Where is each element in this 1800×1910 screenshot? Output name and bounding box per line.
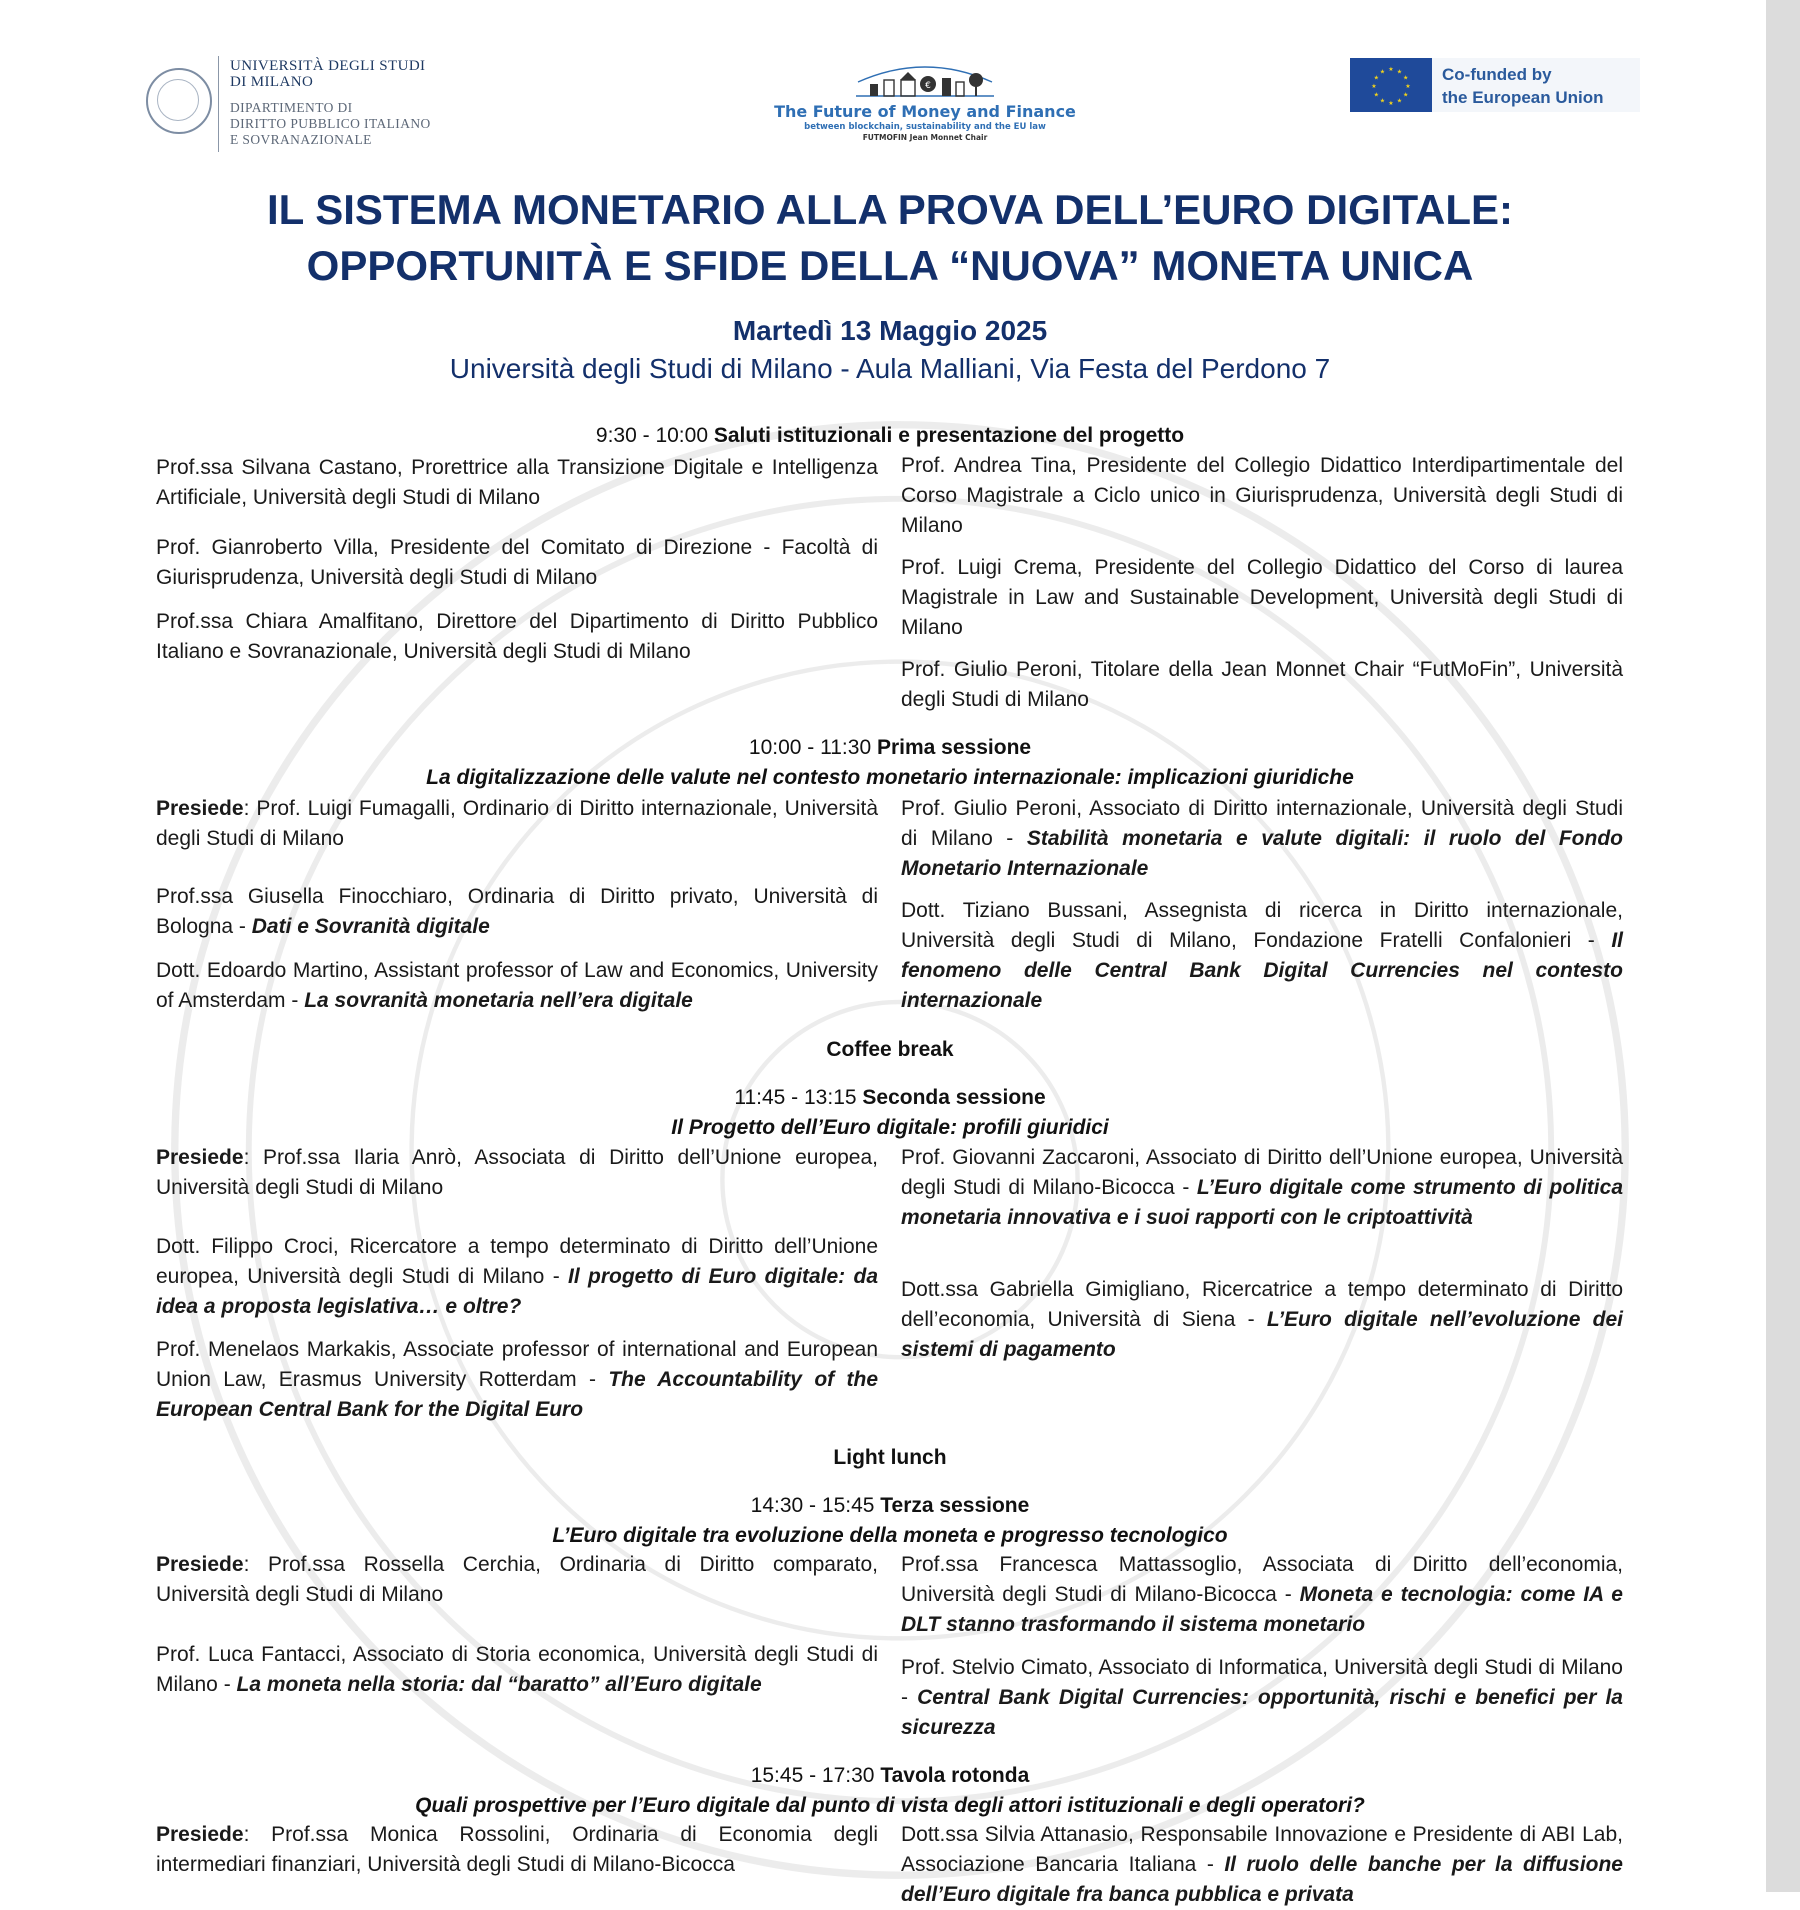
eu-flag-icon — [1350, 58, 1432, 112]
s2-speaker-martino — [156, 956, 878, 1016]
futmofin-chair: FUTMOFIN Jean Monnet Chair — [862, 133, 988, 142]
s3-speaker-gimigliano — [901, 1275, 1623, 1365]
university-name-line1: UNIVERSITÀ DEGLI STUDI — [230, 58, 426, 74]
session1-time: 9:30 - 10:00 — [595, 424, 708, 447]
session3-subtitle: Il Progetto dell’Euro digitale: profili giuridici — [671, 1116, 1109, 1139]
session4-heading — [0, 1494, 1780, 1518]
svg-text:★: ★ — [1388, 66, 1394, 73]
s3-speaker-croci — [156, 1232, 878, 1322]
futmofin-name: The Future of Money and Finance — [774, 102, 1076, 121]
university-seal-icon — [146, 68, 212, 134]
talk-title: Central Bank Digital Currencies: opportunità, rischi e benefici per la sicurezza — [901, 1686, 1623, 1739]
speaker-details: Dott.ssa Gabriella Gimigliano, Ricercatrice a tempo determinato di Diritto dell’economia, Università di Siena - — [901, 1278, 1623, 1331]
viewer-scrollbar-gutter[interactable] — [1766, 0, 1800, 1892]
svg-text:★: ★ — [1379, 97, 1386, 105]
svg-text:★: ★ — [1405, 83, 1411, 90]
session3-heading — [0, 1086, 1780, 1110]
speaker-details: Prof.ssa Francesca Mattassoglio, Associata di Diritto dell’economia, Università degli Studi di Milano-Bicocca - — [901, 1553, 1623, 1606]
svg-text:★: ★ — [1373, 74, 1379, 82]
event-date: Martedì 13 Maggio 2025 — [732, 315, 1048, 346]
coffee-break: Coffee break — [826, 1038, 954, 1061]
speaker-details: Prof.ssa Giusella Finocchiaro, Ordinaria di Diritto privato, Università di Bologna - — [156, 885, 878, 938]
s4-speaker-fantacci — [156, 1640, 878, 1700]
chair-label: Presiede — [156, 1553, 244, 1576]
eu-cofunded-logo — [1350, 58, 1640, 112]
university-name-line2: DI MILANO — [230, 74, 314, 90]
talk-title: The Accountability of the European Central Bank for the Digital Euro — [156, 1368, 879, 1421]
svg-text:★: ★ — [1396, 97, 1403, 105]
speaker-details: Prof. Giulio Peroni, Associato di Diritto internazionale, Università degli Studi di Milano - — [901, 797, 1623, 850]
futmofin-logo — [760, 58, 1090, 158]
department-line3: E SOVRANAZIONALE — [230, 132, 372, 147]
eu-line1: Co-funded by — [1442, 65, 1552, 84]
s5-chair — [156, 1820, 878, 1880]
svg-text:★: ★ — [1379, 68, 1386, 76]
s4-speaker-mattassoglio — [901, 1550, 1623, 1640]
department-line1: DIPARTIMENTO DI — [230, 100, 353, 115]
svg-text:★: ★ — [1403, 91, 1409, 99]
s3-speaker-markakis — [156, 1335, 878, 1425]
session5-name: Tavola rotonda — [880, 1764, 1030, 1787]
s2-chair — [156, 794, 878, 854]
talk-title: L’Euro digitale come strumento di politica monetaria innovativa e i suoi rapporti con le criptoattività — [901, 1176, 1623, 1229]
futmofin-emblem-icon — [850, 58, 1000, 100]
session3-name: Seconda sessione — [862, 1086, 1046, 1109]
futmofin-tagline: between blockchain, sustainability and the EU law — [804, 122, 1046, 132]
s1-speaker-peroni: Prof. Giulio Peroni, Titolare della Jean Monnet Chair “FutMoFin”, Università degli Studi di Milano — [901, 658, 1623, 711]
speaker-details: Prof. Menelaos Markakis, Associate professor of international and European Union Law, Erasmus University Rotterdam - — [156, 1338, 878, 1391]
session4-name: Terza sessione — [880, 1494, 1030, 1517]
event-title-line2: OPPORTUNITÀ E SFIDE DELLA “NUOVA” MONETA UNICA — [306, 242, 1474, 289]
event-title-line1: IL SISTEMA MONETARIO ALLA PROVA DELL’EURO DIGITALE: — [267, 186, 1513, 233]
event-venue: Università degli Studi di Milano - Aula Malliani, Via Festa del Perdono 7 — [449, 353, 1331, 384]
s2-speaker-bussani — [901, 896, 1623, 1016]
s1-speaker-amalfitano: Prof.ssa Chiara Amalfitano, Direttore del Dipartimento di Diritto Pubblico Italiano e Sovranazionale, Università degli Studi di Milano — [156, 610, 878, 663]
s1-speaker-tina: Prof. Andrea Tina, Presidente del Collegio Didattico Interdipartimentale del Corso Magistrale a Ciclo unico in Giurisprudenza, Università degli Studi di Milano — [901, 454, 1623, 537]
session2-heading — [0, 736, 1780, 760]
session1-name: Saluti istituzionali e presentazione del progetto — [713, 424, 1185, 447]
light-lunch: Light lunch — [833, 1446, 947, 1469]
session2-subtitle: La digitalizzazione delle valute nel contesto monetario internazionale: implicazioni giuridiche — [426, 766, 1354, 789]
s2-speaker-finocchiaro — [156, 882, 878, 942]
talk-title: Dati e Sovranità digitale — [251, 915, 490, 938]
talk-title: Il progetto di Euro digitale: da idea a proposta legislativa… e oltre? — [156, 1265, 878, 1318]
talk-title: L’Euro digitale nell’evoluzione dei sistemi di pagamento — [901, 1308, 1623, 1361]
svg-text:★: ★ — [1371, 83, 1377, 90]
session3-time: 11:45 - 13:15 — [734, 1086, 857, 1109]
session5-heading — [0, 1764, 1780, 1788]
svg-text:★: ★ — [1373, 91, 1379, 99]
chair-label: Presiede — [156, 797, 244, 820]
chair-details: : Prof.ssa Monica Rossolini, Ordinaria di Economia degli intermediari finanziari, Università degli Studi di Milano-Bicocca — [156, 1823, 878, 1876]
session2-time: 10:00 - 11:30 — [748, 736, 872, 759]
svg-text:★: ★ — [1388, 100, 1394, 107]
s2-speaker-peroni — [901, 794, 1623, 884]
eu-line2: the European Union — [1442, 88, 1604, 107]
university-logo — [146, 56, 446, 152]
talk-title: Il fenomeno delle Central Bank Digital Currencies nel contesto internazionale — [901, 929, 1623, 1012]
s4-speaker-cimato — [901, 1653, 1623, 1743]
s4-chair — [156, 1550, 878, 1610]
session5-subtitle: Quali prospettive per l’Euro digitale dal punto di vista degli attori istituzionali e degli operatori? — [415, 1794, 1365, 1817]
session4-subtitle: L’Euro digitale tra evoluzione della moneta e progresso tecnologico — [552, 1524, 1228, 1547]
chair-details: : Prof. Luigi Fumagalli, Ordinario di Diritto internazionale, Università degli Studi di Milano — [156, 797, 878, 850]
s1-speaker-villa: Prof. Gianroberto Villa, Presidente del Comitato di Direzione - Facoltà di Giurisprudenza, Università degli Studi di Milano — [156, 536, 878, 589]
department-line2: DIRITTO PUBBLICO ITALIANO — [230, 116, 431, 131]
chair-label: Presiede — [156, 1823, 244, 1846]
chair-label: Presiede — [156, 1146, 244, 1169]
speaker-details: Dott. Edoardo Martino, Assistant professor of Law and Economics, University of Amsterdam - — [156, 959, 878, 1012]
talk-title: La sovranità monetaria nell’era digitale — [304, 989, 693, 1012]
svg-text:€: € — [925, 81, 931, 91]
speaker-details: Dott. Tiziano Bussani, Assegnista di ricerca in Diritto internazionale, Università degli Studi di Milano, Fondazione Fratelli Confalonieri - — [901, 899, 1623, 952]
talk-title: Stabilità monetaria e valute digitali: il ruolo del Fondo Monetario Internazionale — [901, 827, 1623, 880]
s1-speaker-castano: Prof.ssa Silvana Castano, Prorettrice alla Transizione Digitale e Intelligenza Artificiale, Università degli Studi di Milano — [156, 456, 878, 509]
s1-speaker-crema: Prof. Luigi Crema, Presidente del Collegio Didattico del Corso di laurea Magistrale in Law and Sustainable Development, Università degli Studi di Milano — [901, 556, 1623, 639]
s5-speaker-attanasio — [901, 1820, 1623, 1910]
speaker-details: Dott. Filippo Croci, Ricercatore a tempo determinato di Diritto dell’Unione europea, Università degli Studi di Milano - — [156, 1235, 878, 1288]
chair-details: : Prof.ssa Rossella Cerchia, Ordinaria di Diritto comparato, Università degli Studi di Milano — [156, 1553, 878, 1606]
svg-text:★: ★ — [1403, 74, 1409, 82]
talk-title: La moneta nella storia: dal “baratto” all’Euro digitale — [236, 1673, 762, 1696]
s3-chair — [156, 1143, 878, 1203]
speaker-details: Prof. Stelvio Cimato, Associato di Informatica, Università degli Studi di Milano - — [901, 1656, 1623, 1709]
svg-text:★: ★ — [1396, 68, 1403, 76]
session2-name: Prima sessione — [876, 736, 1032, 759]
speaker-details: Prof. Giovanni Zaccaroni, Associato di Diritto dell’Unione europea, Università degli Studi di Milano-Bicocca - — [901, 1146, 1623, 1199]
session1-heading — [0, 424, 1780, 448]
speaker-details: Prof. Luca Fantacci, Associato di Storia economica, Università degli Studi di Milano - — [156, 1643, 878, 1696]
s3-speaker-zaccaroni — [901, 1143, 1623, 1233]
talk-title: Moneta e tecnologia: come IA e DLT stanno trasformando il sistema monetario — [901, 1583, 1623, 1636]
session4-time: 14:30 - 15:45 — [750, 1494, 875, 1517]
talk-title: Il ruolo delle banche per la diffusione dell’Euro digitale fra banca pubblica e privata — [901, 1853, 1623, 1906]
speaker-details: Dott.ssa Silvia Attanasio, Responsabile Innovazione e Presidente di ABI Lab, Associazione Bancaria Italiana - — [901, 1823, 1623, 1876]
chair-details: : Prof.ssa Ilaria Anrò, Associata di Diritto dell’Unione europea, Università degli Studi di Milano — [156, 1146, 878, 1199]
session5-time: 15:45 - 17:30 — [750, 1764, 875, 1787]
